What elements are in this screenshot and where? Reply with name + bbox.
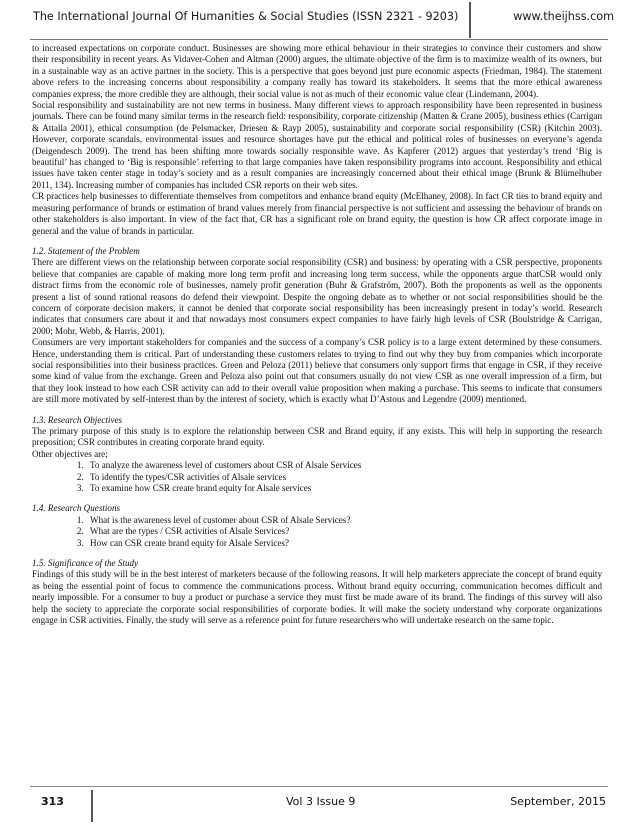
paragraph: Consumers are very important stakeholders for companies and the success of a company’s CSR policy is to a large extent determined by these consumers. Hence, understanding them is critical. Part of understanding these customers relates to trying to find out why they buy from companies which incorporate social responsibilities into their business practices. Green and Peloza (2011) believe that consumers only support firms that engage in CSR, if they receive some kind of value from the exchange. Green and Peloza also point out that consumers usually do not view CSR as one overall impression of a firm, but that they look instead to how each CSR activity can add to their overall value proposition when making a purchase. This seems to indicate that consumers are still more motivated by self-interest than by the interest of society, which is exactly what D’Astous and Legendre (2009) mentioned. [32,337,602,405]
page-header [0,0,638,44]
paragraph: Findings of this study will be in the best interest of marketers because of the following reasons. It will help marketers appreciate the concept of brand equity as being the essential point of focus to commence the communications process. Without brand equity occurring, communication becomes difficult and nearly impossible. For a consumer to buy a product or purchase a service they must first be made aware of its brand. The findings of this survey will also help the society to appreciate the corporate social responsibilities of corporate bodies. It will make the society understand why corporate organizations engage in CSR activities. Finally, the study will serve as a reference point for future researchers who will undertake research on the same topic. [32,569,602,626]
page-footer [0,786,638,826]
header-rule [30,39,608,40]
journal-url[interactable]: www.theijhss.com [513,10,614,23]
article-body [32,43,602,627]
paragraph: There are different views on the relationship between corporate social responsibility (CSR) and business: by operating with a CSR perspective, proponents believe that companies are capable of making more long term profit and increasing long term success, while the opponents argue thatCSR would only distract firms from the economic role of businesses, namely profit generation (Buhr & Grafström, 2007). Both the proponents as well as the opponents present a list of sound rational reasons do defend their viewpoint. Despite the ongoing debate as to whether or not social responsibilities should be the concern of corporate decision makers, it cannot be denied that corporate social responsibility has been increasingly present in today’s world. Research indicates that consumers care about it and that nowadays most consumers expect companies to have fairly high levels of CSR (Boulstridge & Carrigan, 2000; Mohr, Webb, & Harris, 2001). [32,257,602,336]
paragraph: CR practices help businesses to differentiate themselves from competitors and enhance brand equity (McElhaney, 2008). In fact CR ties to brand equity and measuring performance of brands or estimation of brand values merely from financial perspective is not sufficient and assessing the behaviour of brands on other stakeholders is also important. In view of the fact that, CR has a significant role on brand equity, the question is how CR affect corporate image in general and the value of brands in particular. [32,191,602,236]
footer-rule [30,786,608,787]
footer-separator [91,790,93,822]
questions-list [32,515,602,549]
paragraph: Other objectives are; [32,448,108,459]
publication-date: September, 2015 [510,795,606,808]
paragraph: Social responsibility and sustainability are not new terms in business. Many different views to approach responsibility have been represented in business journals. There can be found many similar terms in the research field: responsibility, corporate citizenship (Matten & Crane 2005), business ethics (Carrigan & Attalla 2001), ethical consumption (de Pelsmacker, Driesen & Rayp 2005), sustainability and corporate social responsibility (CSR) (Kitchin 2003). However, corporate scandals, environmental issues and resource shortages have put the ethical and political roles of businesses on everyone’s agenda (Deigendesch 2009). The trend has been shifting more towards socially responsible wave. As Kapferer (2012) argues that yesterday’s trend ‘Big is beautiful’ has changed to ‘Big is responsible’ referring to that large companies have taken responsibility programs into account. Responsibility and ethical issues have taken center stage in today’s society and as a result companies are increasingly concerned about their ethical image (Brunk & Blümelhuber 2011, 134). Increasing number of companies has included CSR reports on their web sites. [32,100,602,190]
list-item: 3. To examine how CSR create brand equity for Alsale services [86,483,602,494]
page-number: 313 [41,795,64,808]
volume-issue: Vol 3 Issue 9 [286,795,356,808]
section-heading-research-objectives: 1.3. Research Objectives [32,414,123,425]
objectives-list [32,460,602,494]
journal-title: The International Journal Of Humanities & Social Studies (ISSN 2321 - 9203) [33,10,459,23]
list-item: 2. To identify the types/CSR activities of Alsale services [86,472,602,483]
section-heading-significance: 1.5. Significance of the Study [32,558,139,569]
list-item: 1. To analyze the awareness level of customers about CSR of Alsale Services [86,460,602,471]
paragraph: to increased expectations on corporate conduct. Businesses are showing more ethical behaviour in their strategies to convince their customers and show their responsibility in recent years. As Vidaver-Cohen and Altman (2000) argues, the ultimate objective of the firm is to maximize wealth of its owners, but in a sustainable way as an active partner in the society. This is a perspective that goes beyond just pure economic aspects (Friedman, 1984). The statement above refers to the increasing concerns about responsibility a company really has toward its stakeholders. It seems that the more ethical awareness companies express, the more credible they are although, their social value is not as much of their economic value clear (Lindemann, 2004). [32,43,602,99]
list-item: 2. What are the types / CSR activities of Alsale Services? [86,526,602,537]
section-heading-statement-of-problem: 1.2. Statement of the Problem [32,245,140,256]
paragraph: The primary purpose of this study is to explore the relationship between CSR and Brand equity, if any exists. This will help in supporting the research preposition; CSR contributes in creating corporate brand equity. [32,426,602,448]
list-item: 3. How can CSR create brand equity for Alsale Services? [86,538,602,549]
header-separator [469,2,471,38]
list-item: 1. What is the awareness level of customer about CSR of Alsale Services? [86,515,602,526]
section-heading-research-questions: 1.4. Research Questions [32,503,121,514]
